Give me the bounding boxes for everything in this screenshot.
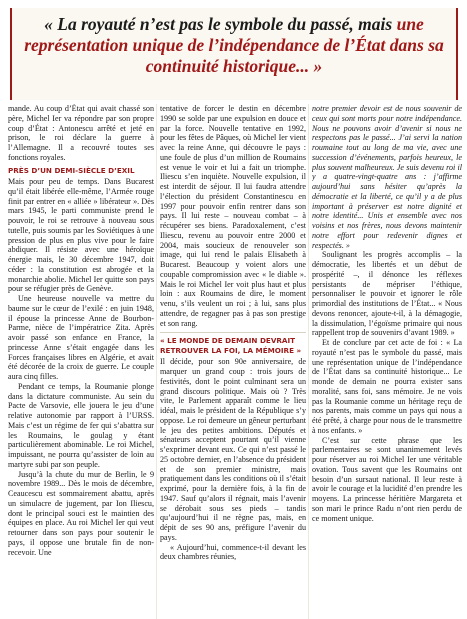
- article-body: [0, 104, 467, 619]
- paragraph: Une heureuse nouvelle va mettre du baume sur le cœur de l’exilé : en juin 1948, il épouse la princesse Anne de Bourbon-Parme, nièce de l’impératrice Zita. Après avoir passé son enfance en France, la princesse Anne s’était engagée dans les Forces françaises libres en Algérie, et avait été décorée de la croix de guerre. Le couple aura cinq filles.: [8, 294, 154, 381]
- paragraph: Et de conclure par cet acte de foi : « La royauté n’est pas le symbole du passé, mais une représentation unique de l’indépendance de l’État dans sa continuité historique... Le monde de demain ne pourra exister sans moralité, sans foi, sans mémoire. Je ne vois pas la Roumanie comme un héritage reçu de nos parents, mais comme un pays qui nous a été prêté, à charge pour nous de le transmettre à nos enfants. »: [312, 338, 462, 435]
- pull-quote: [10, 8, 458, 100]
- paragraph: Il décide, pour son 90e anniversaire, de marquer un grand coup : trois jours de festivités, dont le point culminant sera un grand discours politique. Mais où ? Très vite, le Parlement apparaît comme le lieu idéal, mais le président de la République s’y oppose. Le roi demeure un gêneur perturbant le jeu des petites ambitions. Députés et sénateurs acceptent pourtant qu’il vienne s’exprimer devant eux. Ce qui n’est passé le 25 octobre dernier, en l’absence du président et de son premier ministre, mais pratiquement dans les conditions où il s’était exprimé, pour la dernière fois, à la fin de 1947. Sauf qu’alors il régnait, mais l’avenir se dérobait sous ses pieds – tandis qu’aujourd’hui il ne règne pas, mais, en dépit de ses 90 ans, préfigure l’avenir du pays.: [160, 357, 306, 542]
- quoted-paragraph: notre premier devoir est de nous souvenir de ceux qui sont morts pour notre indépendance. Nous ne pouvons avoir d’avenir si nous ne respectons pas le passé... J’ai servi la nation roumaine tout au long de ma vie, avec une succession d’événements, parfois heureux, le plus souvent malheureux. Je suis devenu roi il y a quatre-vingt-quatre ans : j’affirme aujourd’hui sans hésiter qu’après la démocratie et la liberté, ce qu’il y a de plus important à préserver est notre dignité et notre identité... Unis et ensemble avec nos voisins et nos frères, nous devons maintenir notre effort pour redevenir dignes et respectés. »: [312, 104, 462, 250]
- section-divider: [160, 332, 306, 333]
- paragraph: « Aujourd’hui, commence-t-il devant les deux chambres réunies,: [160, 542, 306, 562]
- column-3: [312, 104, 462, 619]
- paragraph: C’est sur cette phrase que les parlementaires se sont unanimement levés pour réserver au roi Michel Ier une véritable ovation. Tous savent que les Roumains ont besoin d’un sursaut national. Il leur reste à avoir le courage et la lucidité d’en prendre les moyens. La princesse héritière Margareta et son mari le prince Radu n’ont rien perdu de ce moment unique.: [312, 435, 462, 523]
- pull-quote-line1: « La royauté n’est pas le symbole du passé, mais: [44, 14, 397, 34]
- paragraph: tentative de forcer le destin en décembre 1990 se solde par une expulsion en douce et par la force. Nouvelle tentative en 1992, pour les fêtes de Pâques, où Michel Ier vient avec la reine Anne, qui découvre le pays : une foule de plus d’un million de Roumains est venue le voir et lui a fait un triomphe. Iliescu s’en inquiète. Nouvelle expulsion, il est interdit de séjour. Il lui faudra attendre l’élection du président Constantinescu en 1997 pour pouvoir enfin rentrer dans son pays. Il lui reste – nouveau combat – à récupérer ses biens. Paradoxalement, c’est Iliescu, revenu au pouvoir entre 2000 et 2004, mais soucieux de renouveler son image, qui lui rend le palais Elisabeth à Bucarest. Beaucoup y voient alors une coupable compromission avec « le diable ». Mais le roi Michel Ier voit plus haut et plus loin : aux Roumains de dire, le moment venu, s’ils veulent un roi ; à lui, sans plus attendre, de regagner pas à pas son prestige et son rang.: [160, 104, 306, 328]
- paragraph: Mais pour peu de temps. Dans Bucarest qu’il était libérée elle-même, l’Armée rouge finit par entrer en « alliée » libérateur ». Dès mars 1945, le parti communiste prend le pouvoir, le roi se retrouve à nouveau sous tutelle, puis soumis par les Soviétiques à une pression de plus en plus vive pour le faire abdiquer. Il résiste avec une héroïque énergie mais, le 30 décembre 1947, doit céder : la constitution est abrogée et la monarchie abolie. Michel Ier quitte son pays pour se réfugier près de Genève.: [8, 177, 154, 294]
- pull-quote-line2: représentation unique de l’indépendance de l’État: [24, 35, 386, 55]
- paragraph: Soulignant les progrès accomplis – la démocratie, les libertés et un début de prospérité –, il dénonce les réflexes persistants de mépriser l’éthique, personnaliser le pouvoir et ignorer le rôle primordial des institutions de l’État... « Nous devons renoncer, ajoute-t-il, à la démagogie, la dissimulation, l’égoïsme primaire qui nous rappellent trop de souvenirs d’avant 1989. »: [312, 250, 462, 338]
- paragraph: mande. Au coup d’État qui avait chassé son père, Michel Ier va répondre par son propre coup d’État : Antonescu arrêté et jeté en prison, le roi déclare la guerre à l’Allemagne. Il a recouvré toutes ses fonctions royales.: [8, 104, 154, 162]
- column-1: [8, 104, 154, 619]
- pull-quote-text: [12, 8, 456, 77]
- column-gutter: [308, 104, 309, 619]
- column-gutter: [156, 104, 157, 619]
- pull-quote-line3: dans sa continuité historique... »: [145, 35, 444, 76]
- subheading: « LE MONDE DE DEMAIN DEVRAIT RETROUVER LA FOI, LA MÉMOIRE »: [160, 336, 302, 355]
- column-2: [160, 104, 306, 619]
- subheading: PRÈS D’UN DEMI-SIÈCLE D’EXIL: [8, 165, 135, 175]
- paragraph: Pendant ce temps, la Roumanie plonge dans la dictature communiste. Au sein du Pacte de Varsovie, elle jouera le jeu d’une relative autonomie par rapport à l’URSS. Mais c’est un régime de fer qui s’abattra sur les Roumains, le goulag y étant particulièrement abominable. Le roi Michel, impuissant, ne pourra qu’assister de loin au martyre subi par son peuple.: [8, 381, 154, 469]
- paragraph: Jusqu’à la chute du mur de Berlin, le 9 novembre 1989... Dès le mois de décembre, Ceaucescu est sommairement abattu, après un simulacre de jugement, par Ion Iliescu, dont le principal souci est le maintien des équipes en place. Au roi Michel Ier qui veut retourner dans son pays pour soutenir le pays, il oppose une brutale fin de non-recevoir. Une: [8, 469, 154, 557]
- pull-quote-line1-red: une: [396, 14, 424, 34]
